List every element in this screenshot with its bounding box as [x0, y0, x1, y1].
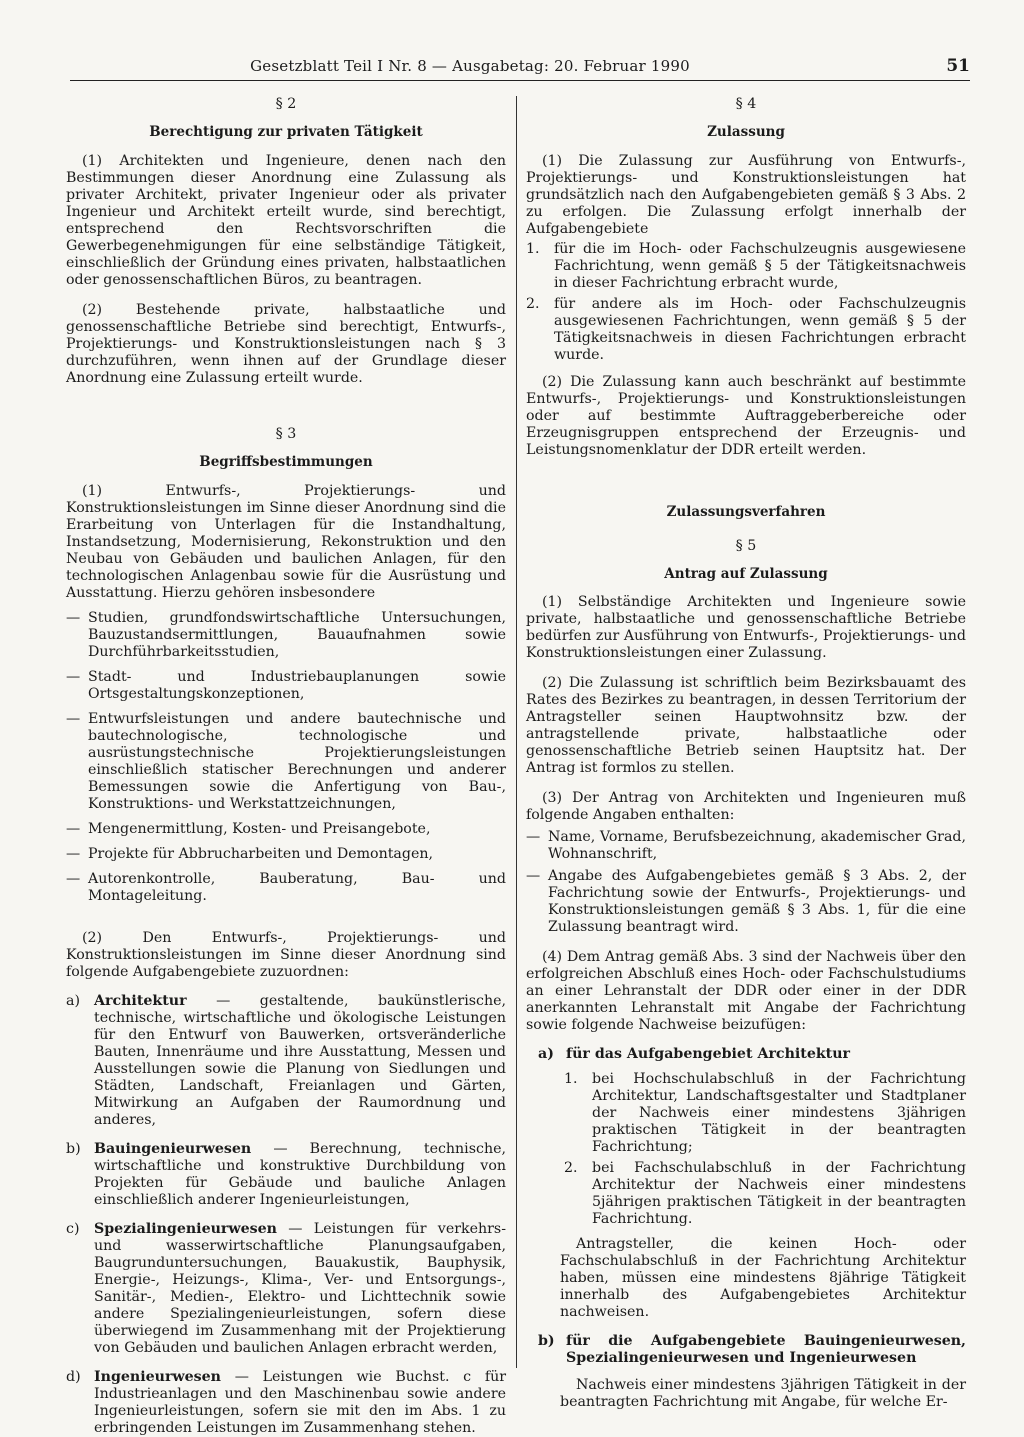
- section-sign-4: § 4: [735, 96, 757, 112]
- paragraph-4-2: (2) Die Zulassung kann auch beschränkt auf bestimmte Entwurfs-, Projektierungs- und Konstruktionsleistungen oder auf bestimmte Auftraggeberbereiche oder Erzeugnisgruppen entsprechend der Erzeugnis- und Leistungsnomenklatur der DDR erteilt werden.: [526, 374, 966, 458]
- list-item: d) Ingenieurwesen — Leistungen wie Buchst. c für Industrieanlagen und den Maschinenbau sowie andere Ingenieurleistungen, sofern sie mit den im Abs. 1 zu erbringenden Leistungen im Zusammenhang stehen.: [66, 1369, 506, 1436]
- list-item: b) Bauingenieurwesen — Berechnung, technische, wirtschaftliche und konstruktive Durchbildung von Projekten für Gebäude und bauliche Anlagen einschließlich anderer Ingenieurleistungen,: [66, 1141, 506, 1208]
- paragraph-5-1: (1) Selbständige Architekten und Ingenieure sowie private, halbstaatliche und genossenschaftliche Betriebe bedürfen zur Ausführung von Entwurfs-, Projektierungs- und Konstruktionsleistungen einer Zulassung.: [526, 594, 966, 661]
- area-list: [66, 993, 506, 1437]
- list-item: — Entwurfsleistungen und andere bautechnische und bautechnologische, technologische und ausrüstungstechnische Projektierungsleistungen einschließlich statischer Berechnungen und anderer Bemessungen sowie die Anfertigung von Bau-, Konstruktions- und Werkstattzeichnungen,: [66, 711, 506, 812]
- list-item: — Mengenermittlung, Kosten- und Preisangebote,: [66, 821, 431, 837]
- paragraph-3-2: (2) Den Entwurfs-, Projektierungs- und Konstruktionsleistungen im Sinne dieser Anordnung sind folgende Aufgabengebiete zuzuordnen:: [66, 930, 506, 980]
- list-5-3: [526, 829, 966, 936]
- section-sign-3: § 3: [275, 426, 297, 442]
- section-sign-2: § 2: [275, 96, 297, 112]
- list-item: — Projekte für Abbrucharbeiten und Demontagen,: [66, 846, 434, 862]
- subheading-b: b) für die Aufgabengebiete Bauingenieurwesen, Spezialingenieurwesen und Ingenieurwesen: [538, 1333, 966, 1366]
- section-title-3: Begriffsbestimmungen: [199, 454, 373, 470]
- right-column: [526, 96, 966, 1411]
- paragraph-a-note: Antragsteller, die keinen Hoch- oder Fachschulabschluß in der Fachrichtung Architektur haben, müssen eine mindestens 8jährige Tätigkeit innerhalb des Aufgabengebietes Architektur nachweisen.: [560, 1236, 966, 1320]
- left-column: [66, 96, 506, 1437]
- list-4-1: [526, 241, 966, 364]
- paragraph-b: Nachweis einer mindestens 3jährigen Tätigkeit in der beantragten Fachrichtung mit Angabe, für welche Er-: [560, 1377, 966, 1410]
- paragraph-5-3: (3) Der Antrag von Architekten und Ingenieuren muß folgende Angaben enthalten:: [526, 790, 966, 823]
- paragraph-2-2: (2) Bestehende private, halbstaatliche und genossenschaftliche Betriebe sind berechtigt, Entwurfs-, Projektierungs- und Konstruktionsleistungen nach § 3 durchzuführen, wenn ihnen auf der Grundlage dieser Anordnung eine Zulassung erteilt wurde.: [66, 302, 506, 386]
- list-item: 1. für die im Hoch- oder Fachschulzeugnis ausgewiesene Fachrichtung, wenn gemäß § 5 der Tätigkeitsnachweis in dieser Fachrichtung erbracht wurde,: [526, 241, 966, 291]
- list-a: [564, 1071, 966, 1228]
- list-item: 2. bei Fachschulabschluß in der Fachrichtung Architektur der Nachweis einer mindestens 5jährigen praktischen Tätigkeit in der beantragten Fachrichtung.: [564, 1160, 966, 1227]
- list-item: — Angabe des Aufgabengebietes gemäß § 3 Abs. 2, der Fachrichtung sowie der Entwurfs-, Projektierungs- und Konstruktionsleistungen gemäß § 3 Abs. 1, für die eine Zulassung beantragt wird.: [526, 868, 966, 935]
- header-title: Gesetzblatt Teil I Nr. 8 — Ausgabetag: 20. Februar 1990: [250, 57, 690, 75]
- list-3-1: [66, 610, 506, 905]
- column-divider: [516, 96, 517, 1368]
- list-item: a) Architektur — gestaltende, baukünstlerische, technische, wirtschaftliche und ökologische Leistungen für den Entwurf von Bauwerken, ortsveränderliche Bauten, Innenräume und ihre Ausstattung, Messen und Ausstellungen sowie die Planung von Siedlungen und Städten, Landschaft, Freianlagen und Gärten, Mitwirkung an Aufgaben der Raumordnung und anderes,: [66, 993, 506, 1128]
- list-item: c) Spezialingenieurwesen — Leistungen für verkehrs- und wasserwirtschaftliche Planungsaufgaben, Baugrunduntersuchungen, Bauakustik, Bauphysik, Energie-, Heizungs-, Klima-, Ver- und Entsorgungs-, Sanitär-, Medien-, Elektro- und Lichttechnik sowie andere Spezialingenieurleistungen, sofern diese überwiegend im Zusammenhang mit der Projektierung von Gebäuden und baulichen Anlagen erbracht werden,: [66, 1221, 506, 1356]
- list-item: — Name, Vorname, Berufsbezeichnung, akademischer Grad, Wohnanschrift,: [526, 829, 966, 862]
- list-item: 2. für andere als im Hoch- oder Fachschulzeugnis ausgewiesenen Fachrichtungen, wenn gemäß § 5 der Tätigkeitsnachweis in diesen Fachrichtungen erbracht wurde.: [526, 296, 966, 363]
- page-number: 51: [946, 56, 970, 76]
- subheading-a: a) für das Aufgabengebiet Architektur: [538, 1046, 851, 1062]
- section-heading: Zulassungsverfahren: [666, 504, 826, 520]
- list-item: 1. bei Hochschulabschluß in der Fachrichtung Architektur, Landschaftsgestalter und Stadtplaner der Nachweis einer mindestens 3jährigen praktischen Tätigkeit in der beantragten Fachrichtung;: [564, 1071, 966, 1155]
- section-sign-5: § 5: [735, 538, 757, 554]
- list-item: — Stadt- und Industriebauplanungen sowie Ortsgestaltungskonzeptionen,: [66, 669, 506, 702]
- section-title-4: Zulassung: [707, 124, 785, 140]
- paragraph-2-1: (1) Architekten und Ingenieure, denen nach den Bestimmungen dieser Anordnung eine Zulassung als privater Architekt, privater Ingenieur oder als privater Ingenieur und Architekt erteilt wurde, sind berechtigt, entsprechend den Rechtsvorschriften die Gewerbegenehmigungen für eine selbständige Tätigkeit, einschließlich der Gründung eines privaten, halbstaatlichen oder genossenschaftlichen Büros, zu beantragen.: [66, 153, 506, 288]
- page-header: [70, 58, 970, 81]
- paragraph-5-2: (2) Die Zulassung ist schriftlich beim Bezirksbauamt des Rates des Bezirkes zu beantragen, in dessen Territorium der Antragsteller seinen Hauptwohnsitz bzw. der antragstellende private, halbstaatliche oder genossenschaftliche Betrieb seinen Hauptsitz hat. Der Antrag ist formlos zu stellen.: [526, 675, 966, 776]
- section-title-5: Antrag auf Zulassung: [664, 566, 828, 582]
- list-item: — Studien, grundfondswirtschaftliche Untersuchungen, Bauzustandsermittlungen, Bauaufnahmen sowie Durchführbarkeitsstudien,: [66, 610, 506, 660]
- list-item: — Autorenkontrolle, Bauberatung, Bau- und Montageleitung.: [66, 871, 506, 904]
- paragraph-4-1: (1) Die Zulassung zur Ausführung von Entwurfs-, Projektierungs- und Konstruktionsleistungen hat grundsätzlich nach den Aufgabengebieten gemäß § 3 Abs. 2 zu erfolgen. Die Zulassung erfolgt innerhalb der Aufgabengebiete: [526, 153, 966, 237]
- paragraph-5-4: (4) Dem Antrag gemäß Abs. 3 sind der Nachweis über den erfolgreichen Abschluß eines Hoch- oder Fachschulstudiums an einer Lehranstalt der DDR oder einer in der DDR anerkannten Lehranstalt mit Angabe der Fachrichtung sowie folgende Nachweise beizufügen:: [526, 949, 966, 1033]
- paragraph-3-1: (1) Entwurfs-, Projektierungs- und Konstruktionsleistungen im Sinne dieser Anordnung sind die Erarbeitung von Unterlagen für die Instandhaltung, Instandsetzung, Modernisierung, Rekonstruktion und den Neubau von Gebäuden und baulichen Anlagen, für den technologischen Anlagenbau sowie für die Ausrüstung und Ausstattung. Hierzu gehören insbesondere: [66, 483, 506, 601]
- section-title-2: Berechtigung zur privaten Tätigkeit: [149, 124, 423, 140]
